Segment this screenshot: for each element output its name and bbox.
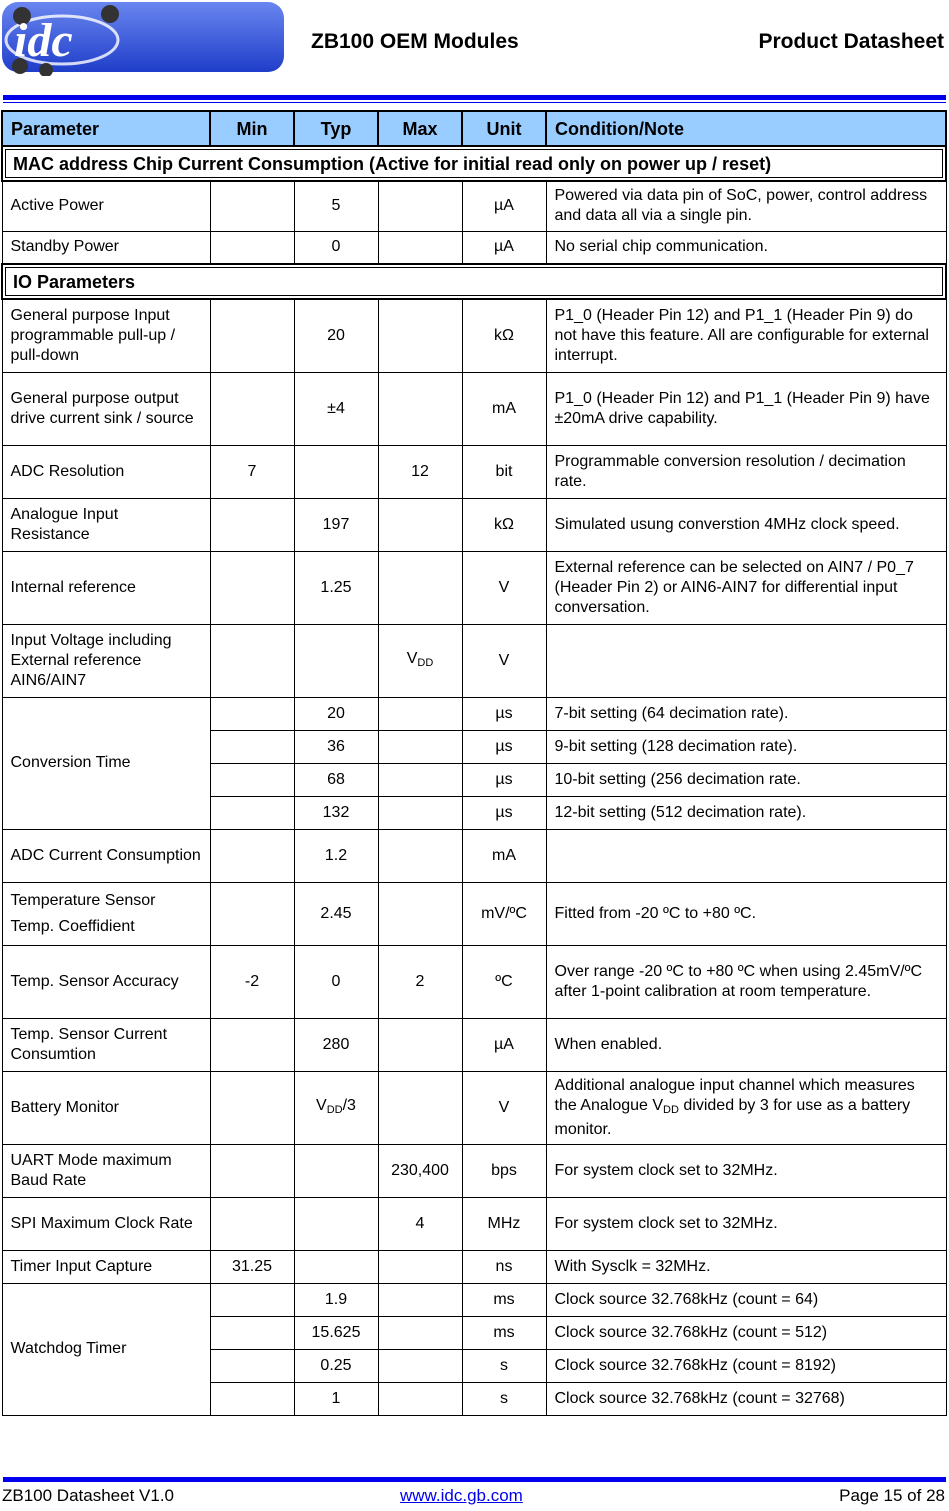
min-cell [210, 231, 294, 264]
parameter-cell [2, 882, 210, 945]
min-cell [210, 829, 294, 882]
min-cell [210, 372, 294, 445]
typ-cell: 20 [294, 299, 378, 372]
max-cell [378, 1071, 462, 1144]
doc-title-right: Product Datasheet [758, 30, 944, 53]
max-cell [378, 697, 462, 730]
unit-cell: µs [462, 697, 546, 730]
unit-cell: µs [462, 796, 546, 829]
max-cell [378, 882, 462, 945]
parameter-cell: Timer Input Capture [2, 1250, 210, 1283]
parameter-cell: Conversion Time [2, 697, 210, 829]
typ-cell: 132 [294, 796, 378, 829]
parameter-cell: Analogue Input Resistance [2, 498, 210, 551]
unit-cell: ms [462, 1316, 546, 1349]
table-row [2, 697, 946, 730]
table-row [2, 231, 946, 264]
table-row [2, 445, 946, 498]
typ-cell [294, 1071, 378, 1144]
note-cell: Over range -20 ºC to +80 ºC when using 2.45mV/ºC after 1-point calibration at room temperature. [546, 945, 946, 1018]
typ-cell: 20 [294, 697, 378, 730]
table-row [2, 498, 946, 551]
table-row [2, 1250, 946, 1283]
unit-cell: ns [462, 1250, 546, 1283]
max-cell [378, 1283, 462, 1316]
max-cell: 2 [378, 945, 462, 1018]
parameter-cell: General purpose Input programmable pull-up / pull-down [2, 299, 210, 372]
typ-cell: 2.45 [294, 882, 378, 945]
parameter-cell: Active Power [2, 181, 210, 231]
vdd-subscript: DD [326, 1103, 343, 1116]
typ-cell: 197 [294, 498, 378, 551]
column-header: Unit [462, 111, 546, 146]
max-cell [378, 829, 462, 882]
max-cell [378, 1382, 462, 1415]
max-cell [378, 763, 462, 796]
header-rule [3, 95, 946, 100]
table-row [2, 551, 946, 624]
note-cell: Clock source 32.768kHz (count = 8192) [546, 1349, 946, 1382]
note-cell: Clock source 32.768kHz (count = 512) [546, 1316, 946, 1349]
max-cell [378, 498, 462, 551]
typ-cell: 1.25 [294, 551, 378, 624]
note-cell: Simulated usung converstion 4MHz clock speed. [546, 498, 946, 551]
max-cell [378, 796, 462, 829]
note-cell: Clock source 32.768kHz (count = 64) [546, 1283, 946, 1316]
min-cell [210, 1349, 294, 1382]
note-text: divided by 3 for use as a battery monitor. [554, 1096, 911, 1138]
max-cell [378, 1018, 462, 1071]
vdd-symbol: V [316, 1096, 327, 1114]
typ-cell: 0 [294, 231, 378, 264]
typ-cell: 1.2 [294, 829, 378, 882]
note-cell: No serial chip communication. [546, 231, 946, 264]
min-cell [210, 1018, 294, 1071]
max-cell: 230,400 [378, 1144, 462, 1197]
footer-website-link[interactable]: www.idc.gb.com [400, 1486, 523, 1505]
typ-cell: 1 [294, 1382, 378, 1415]
table-row [2, 945, 946, 1018]
min-cell [210, 882, 294, 945]
footer-doc-version: ZB100 Datasheet V1.0 [2, 1486, 175, 1505]
parameter-cell: ADC Current Consumption [2, 829, 210, 882]
note-cell: When enabled. [546, 1018, 946, 1071]
min-cell [210, 299, 294, 372]
typ-cell [294, 1197, 378, 1250]
table-row [2, 1197, 946, 1250]
vdd-subscript: DD [663, 1103, 679, 1116]
footer-rule [3, 1477, 946, 1482]
unit-cell: bps [462, 1144, 546, 1197]
typ-cell [294, 1250, 378, 1283]
max-cell [378, 1316, 462, 1349]
min-cell [210, 730, 294, 763]
section-heading-row [2, 146, 946, 181]
typ-cell: 68 [294, 763, 378, 796]
parameter-line: Temperature Sensor [10, 891, 156, 909]
parameter-cell: SPI Maximum Clock Rate [2, 1197, 210, 1250]
unit-cell: kΩ [462, 498, 546, 551]
parameter-cell: Watchdog Timer [2, 1283, 210, 1415]
min-cell [210, 498, 294, 551]
min-cell [210, 551, 294, 624]
note-cell: With Sysclk = 32MHz. [546, 1250, 946, 1283]
note-cell: 10-bit setting (256 decimation rate. [546, 763, 946, 796]
table-row [2, 1018, 946, 1071]
min-cell [210, 1283, 294, 1316]
note-cell: Clock source 32.768kHz (count = 32768) [546, 1382, 946, 1415]
column-header: Max [378, 111, 462, 146]
min-cell [210, 1144, 294, 1197]
column-header: Typ [294, 111, 378, 146]
min-cell [210, 1316, 294, 1349]
parameter-cell: Internal reference [2, 551, 210, 624]
parameter-cell: General purpose output drive current sink / source [2, 372, 210, 445]
section-heading-row [2, 264, 946, 299]
header-rule-thin [3, 102, 946, 103]
unit-cell: µA [462, 1018, 546, 1071]
table-row [2, 624, 946, 697]
unit-cell: µA [462, 181, 546, 231]
unit-cell: ºC [462, 945, 546, 1018]
unit-cell: µs [462, 763, 546, 796]
parameter-cell: Battery Monitor [2, 1071, 210, 1144]
unit-cell: ms [462, 1283, 546, 1316]
max-cell: 4 [378, 1197, 462, 1250]
min-cell [210, 181, 294, 231]
vdd-subscript: DD [417, 656, 434, 669]
table-row [2, 1071, 946, 1144]
typ-cell: 0.25 [294, 1349, 378, 1382]
max-cell: 12 [378, 445, 462, 498]
parameter-cell: Standby Power [2, 231, 210, 264]
typ-cell: ±4 [294, 372, 378, 445]
column-header: Min [210, 111, 294, 146]
parameter-line: Temp. Coeffidient [10, 917, 135, 935]
table-row [2, 181, 946, 231]
note-cell [546, 829, 946, 882]
footer-page-number: Page 15 of 28 [839, 1486, 945, 1505]
typ-cell: 5 [294, 181, 378, 231]
max-cell [378, 730, 462, 763]
parameter-cell: UART Mode maximum Baud Rate [2, 1144, 210, 1197]
parameter-cell: Temp. Sensor Current Consumtion [2, 1018, 210, 1071]
note-cell: Powered via data pin of SoC, power, control address and data all via a single pin. [546, 181, 946, 231]
typ-cell: 36 [294, 730, 378, 763]
note-cell: 12-bit setting (512 decimation rate). [546, 796, 946, 829]
min-cell: 7 [210, 445, 294, 498]
unit-cell: mA [462, 372, 546, 445]
unit-cell: V [462, 551, 546, 624]
unit-cell: MHz [462, 1197, 546, 1250]
table-row [2, 299, 946, 372]
note-cell: For system clock set to 32MHz. [546, 1144, 946, 1197]
column-header: Condition/Note [546, 111, 946, 146]
table-header-row [2, 111, 946, 146]
max-cell [378, 551, 462, 624]
note-cell [546, 1071, 946, 1144]
note-cell: External reference can be selected on AIN7 / P0_7 (Header Pin 2) or AIN6-AIN7 for differential input conversation. [546, 551, 946, 624]
note-cell: 9-bit setting (128 decimation rate). [546, 730, 946, 763]
note-cell: 7-bit setting (64 decimation rate). [546, 697, 946, 730]
min-cell [210, 1382, 294, 1415]
unit-cell: mV/ºC [462, 882, 546, 945]
unit-cell: V [462, 624, 546, 697]
max-cell [378, 231, 462, 264]
note-cell: For system clock set to 32MHz. [546, 1197, 946, 1250]
unit-cell: bit [462, 445, 546, 498]
note-cell: P1_0 (Header Pin 12) and P1_1 (Header Pin 9) do not have this feature. All are configurable for external interrupt. [546, 299, 946, 372]
vdd-divisor: /3 [342, 1096, 356, 1114]
max-cell [378, 1349, 462, 1382]
table-row [2, 1283, 946, 1316]
typ-cell [294, 624, 378, 697]
company-logo [0, 0, 286, 76]
unit-cell: V [462, 1071, 546, 1144]
unit-cell: s [462, 1382, 546, 1415]
note-cell: P1_0 (Header Pin 12) and P1_1 (Header Pin 9) have ±20mA drive capability. [546, 372, 946, 445]
svg-text:idc: idc [14, 14, 73, 67]
typ-cell: 1.9 [294, 1283, 378, 1316]
parameter-cell: Input Voltage including External reference AIN6/AIN7 [2, 624, 210, 697]
min-cell [210, 697, 294, 730]
typ-cell: 0 [294, 945, 378, 1018]
unit-cell: kΩ [462, 299, 546, 372]
max-cell [378, 1250, 462, 1283]
min-cell: -2 [210, 945, 294, 1018]
table-row [2, 1144, 946, 1197]
unit-cell: µs [462, 730, 546, 763]
min-cell [210, 1071, 294, 1144]
min-cell: 31.25 [210, 1250, 294, 1283]
typ-cell [294, 445, 378, 498]
max-cell [378, 299, 462, 372]
max-cell [378, 624, 462, 697]
section-heading: IO Parameters [2, 264, 946, 299]
typ-cell: 280 [294, 1018, 378, 1071]
parameter-cell: ADC Resolution [2, 445, 210, 498]
typ-cell: 15.625 [294, 1316, 378, 1349]
unit-cell: s [462, 1349, 546, 1382]
doc-title-left: ZB100 OEM Modules [311, 30, 519, 53]
parameter-cell: Temp. Sensor Accuracy [2, 945, 210, 1018]
unit-cell: mA [462, 829, 546, 882]
min-cell [210, 1197, 294, 1250]
table-row [2, 829, 946, 882]
typ-cell [294, 1144, 378, 1197]
vdd-symbol: V [406, 649, 418, 667]
note-cell [546, 624, 946, 697]
table-row [2, 372, 946, 445]
min-cell [210, 763, 294, 796]
max-cell [378, 181, 462, 231]
column-header: Parameter [2, 111, 210, 146]
table-row [2, 882, 946, 945]
note-cell: Programmable conversion resolution / decimation rate. [546, 445, 946, 498]
min-cell [210, 796, 294, 829]
max-cell [378, 372, 462, 445]
unit-cell: µA [462, 231, 546, 264]
note-cell: Fitted from -20 ºC to +80 ºC. [546, 882, 946, 945]
min-cell [210, 624, 294, 697]
spec-table [1, 110, 947, 1416]
note-text: Additional analogue input channel which measures the Analogue V [554, 1076, 915, 1114]
section-heading: MAC address Chip Current Consumption (Active for initial read only on power up / reset) [2, 146, 946, 181]
